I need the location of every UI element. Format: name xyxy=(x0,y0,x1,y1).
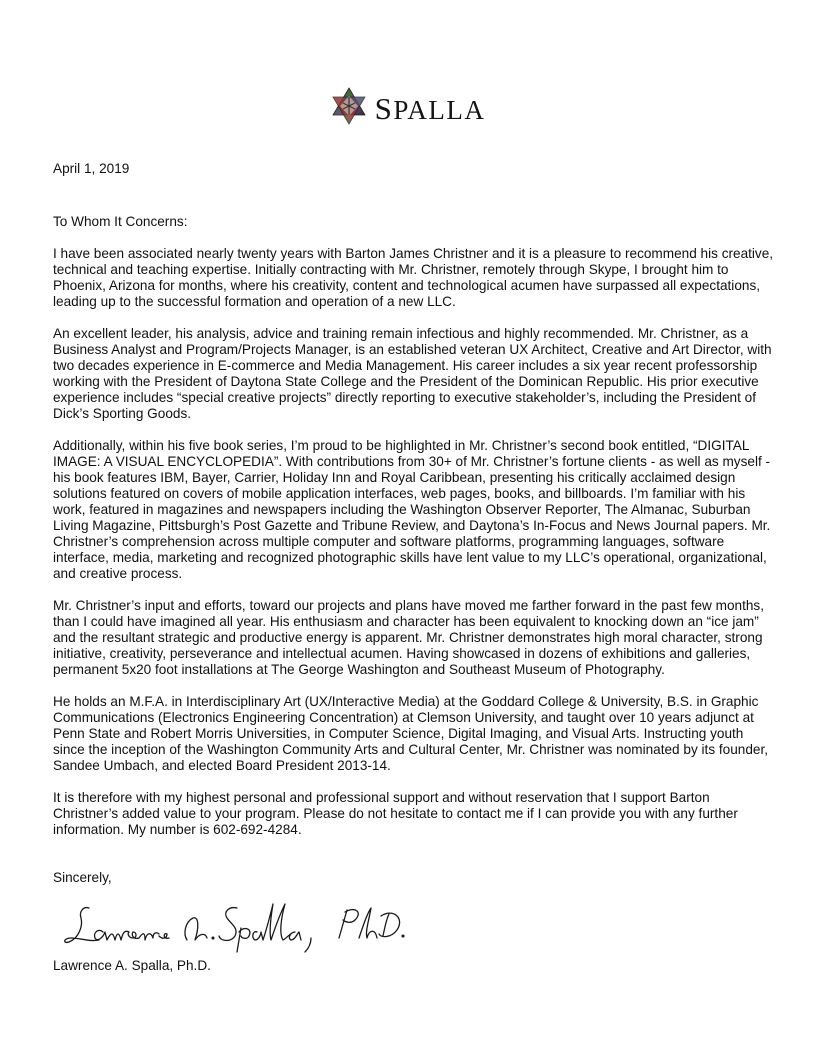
letter-body xyxy=(53,161,775,974)
handwritten-signature xyxy=(59,898,409,954)
star-of-david-mosaic-icon xyxy=(331,87,367,125)
paragraph-leadership: An excellent leader, his analysis, advice and training remain infectious and highly recommended. Mr. Christner, as a Business Analyst and Program/Projects Manager, is an established veteran UX Architect, Creative and Art Director, with two decades experience in E-commerce and Media Management. His career includes a six year recent professorship working with the President of Daytona State College and the President of the Dominican Republic. His prior executive experience includes “special creative projects” directly reporting to executive stakeholder’s, including the President of Dick’s Sporting Goods. xyxy=(53,326,772,421)
paragraph-book-series: Additionally, within his five book series, I’m proud to be highlighted in Mr. Christner’s second book entitled, “DIGITAL IMAGE: A VISUAL ENCYCLOPEDIA”. With contributions from 30+ of Mr. Christner’s fortune clients - as well as myself - his book features IBM, Bayer, Carrier, Holiday Inn and Royal Caribbean, presenting his critically acclaimed design solutions featured on covers of mobile application interfaces, web pages, books, and billboards. I’m familiar with his work, featured in magazines and newspapers including the Washington Observer Reporter, The Almanac, Suburban Living Magazine, Pittsburgh’s Post Gazette and Tribune Review, and Daytona’s In-Focus and News Journal papers. Mr. Christner’s comprehension across multiple computer and software platforms, programming languages, software interface, media, marketing and recognized photographic skills have lent value to my LLC’s operational, organizational, and creative process. xyxy=(53,438,771,581)
brand-initial: S xyxy=(374,90,394,126)
signer-name: Lawrence A. Spalla, Ph.D. xyxy=(53,958,211,973)
paragraph-recommendation: It is therefore with my highest personal and professional support and without reservation that I support Barton Christner’s added value to your program. Please do not hesitate to contact me if I can provide you with any further information. My number is 602-692-4284. xyxy=(53,790,738,837)
brand-rest: PALLA xyxy=(393,94,486,125)
letter-date: April 1, 2019 xyxy=(53,161,130,176)
salutation: To Whom It Concerns: xyxy=(53,214,188,229)
paragraph-introduction: I have been associated nearly twenty years with Barton James Christner and it is a pleasure to recommend his creative, technical and teaching expertise. Initially contracting with Mr. Christner, remotely through Skype, I brought him to Phoenix, Arizona for months, where his creativity, content and technological acumen have surpassed all expectations, leading up to the successful formation and operation of a new LLC. xyxy=(53,246,774,309)
closing: Sincerely, xyxy=(53,870,112,885)
paragraph-education: He holds an M.F.A. in Interdisciplinary Art (UX/Interactive Media) at the Goddard College & University, B.S. in Graphic Communications (Electronics Engineering Concentration) at Clemson University, and taught over 10 years adjunct at Penn State and Robert Morris Universities, in Computer Science, Digital Imaging, and Visual Arts. Instructing youth since the inception of the Washington Community Arts and Cultural Center, Mr. Christner was nominated by its founder, Sandee Umbach, and elected Board President 2013-14. xyxy=(53,694,769,773)
paragraph-contributions: Mr. Christner’s input and efforts, toward our projects and plans have moved me farther forward in the past few months, than I could have imagined all year. His enthusiasm and character has been equivalent to knocking down an “ice jam” and the resultant strategic and productive energy is apparent. Mr. Christner demonstrates high moral character, strong initiative, creativity, perseverance and intellectual acumen. Having showcased in dozens of exhibitions and galleries, permanent 5x20 foot installations at The George Washington and Southeast Museum of Photography. xyxy=(53,598,765,677)
letterhead xyxy=(0,86,816,126)
brand-wordmark xyxy=(375,89,486,124)
